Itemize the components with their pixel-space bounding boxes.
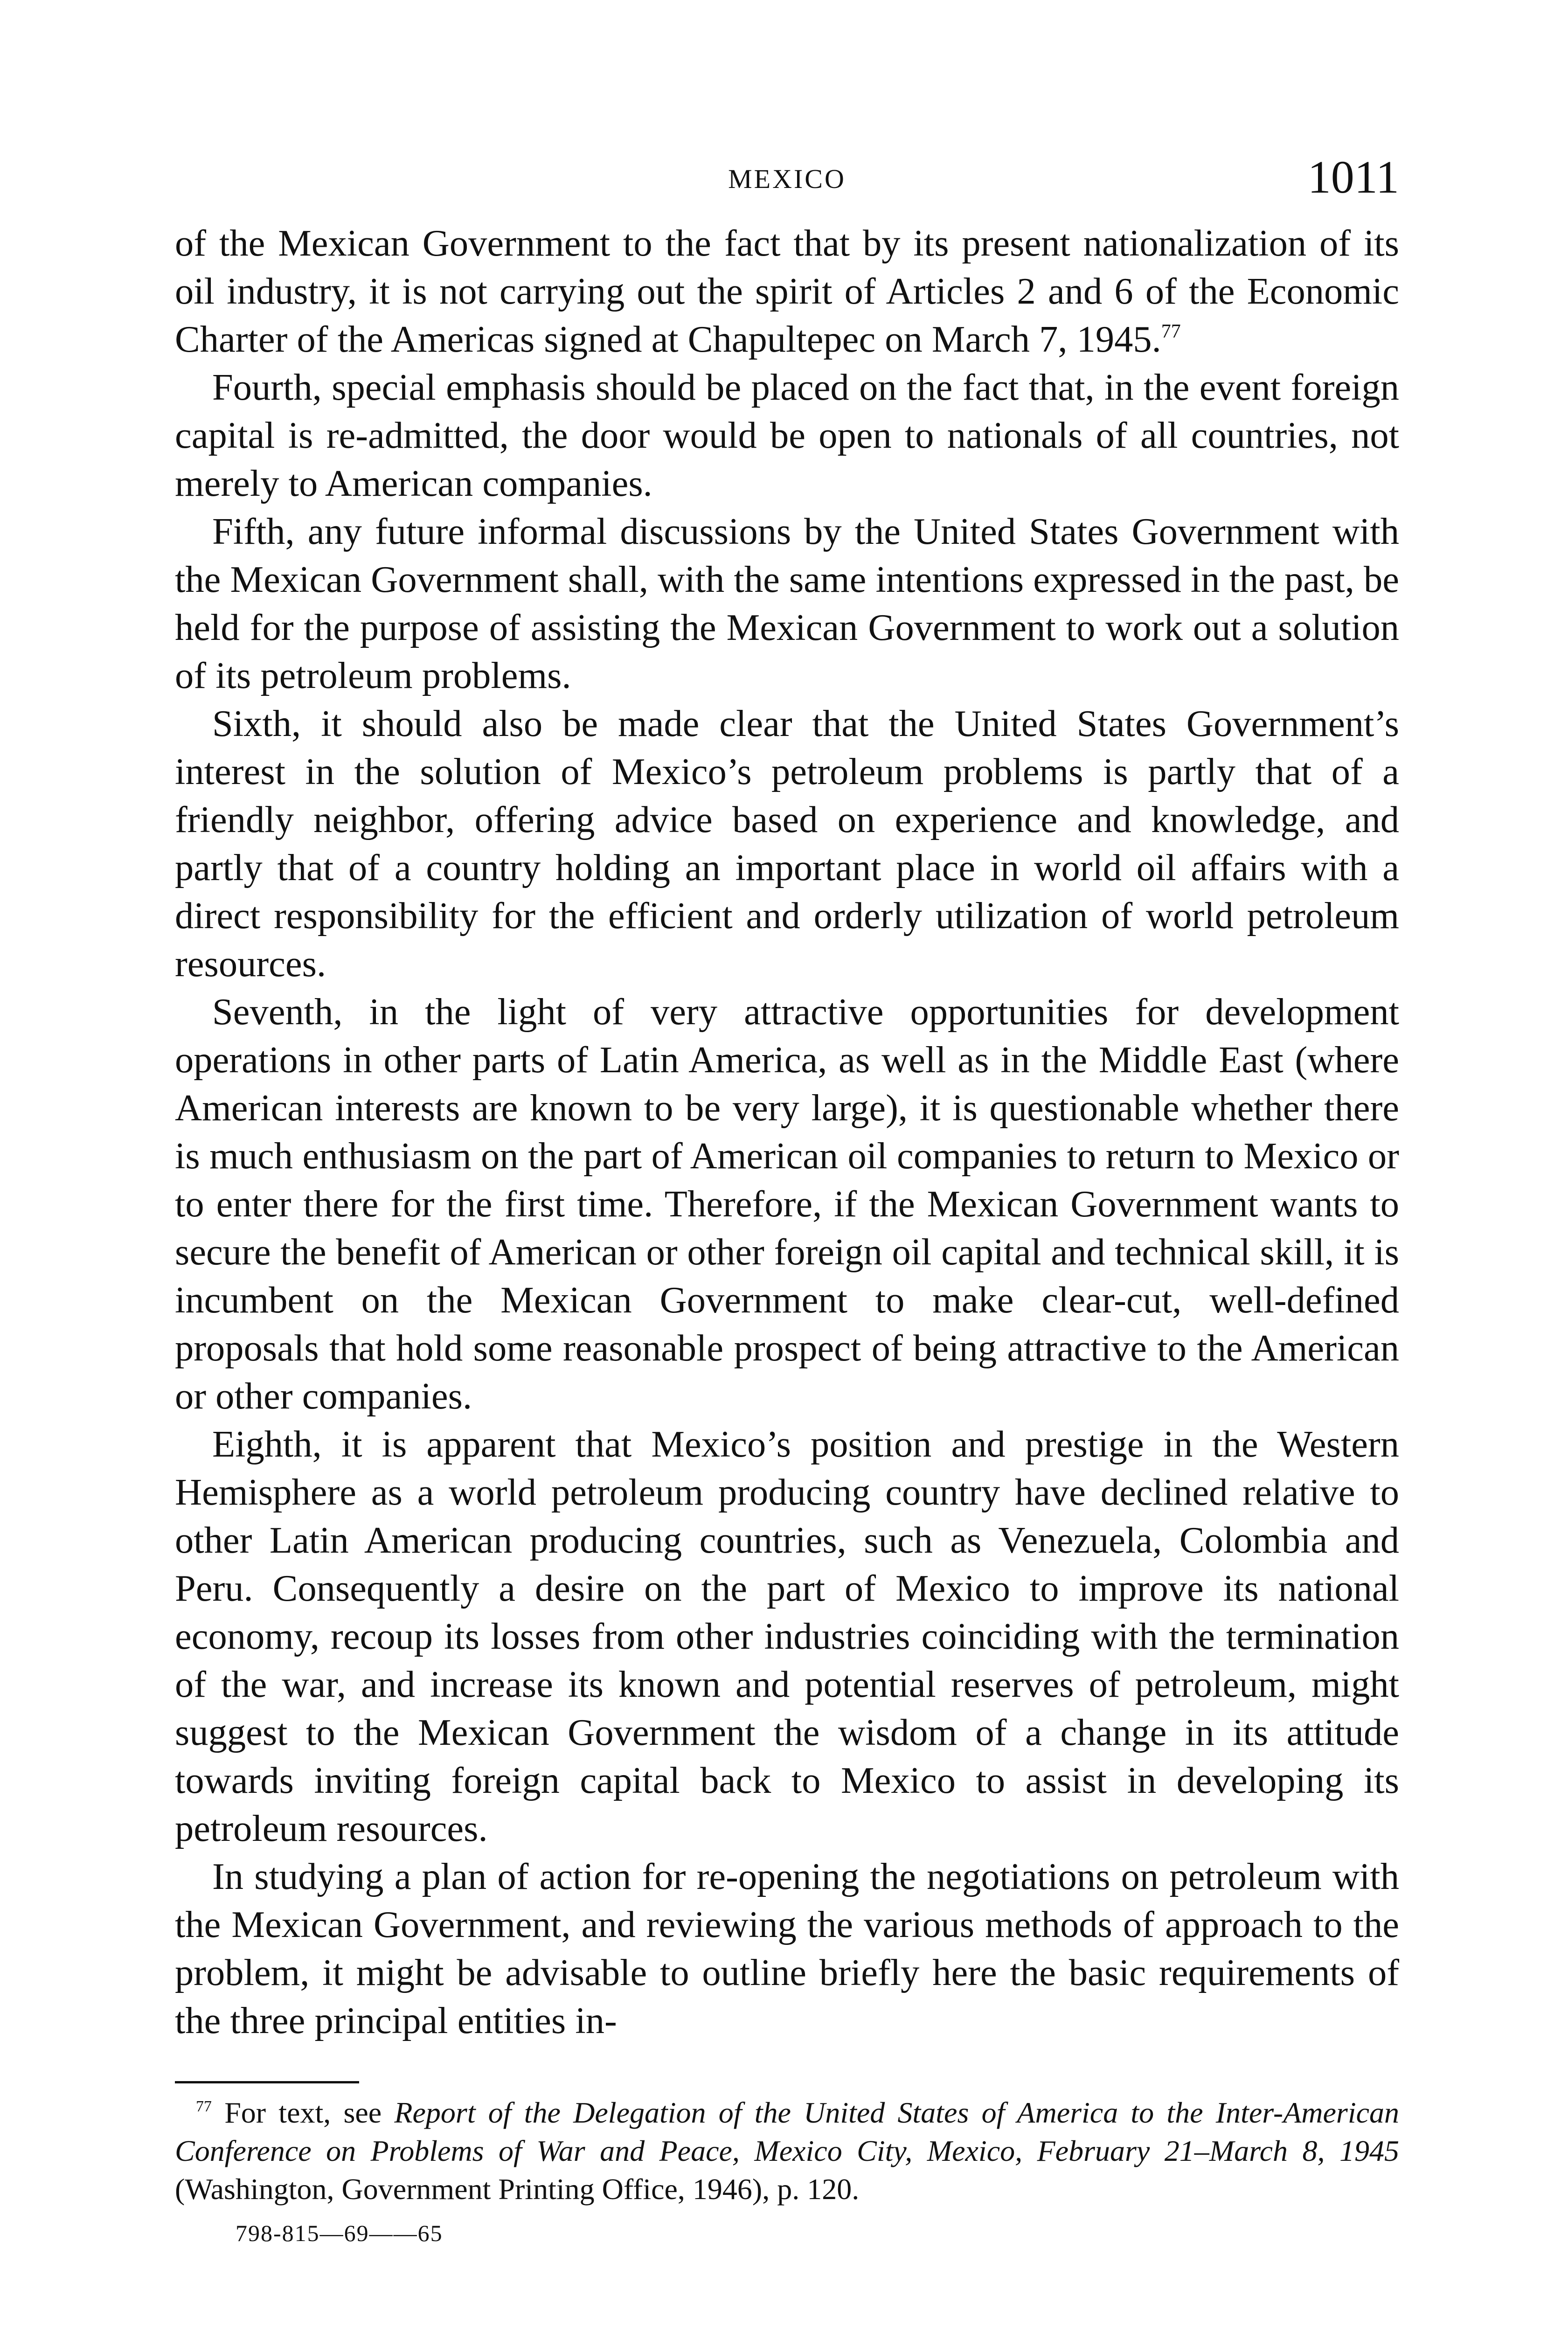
footnote-tail: (Washington, Government Printing Office, 1946), p. 120.: [175, 2172, 860, 2206]
paragraph-eighth: Eighth, it is apparent that Mexico’s position and prestige in the Western Hemisphere as a world petroleum producing country have declined relative to other Latin American producing countries, such as Venezuela, Colombia and Peru. Consequently a desire on the part of Mexico to improve its national economy, recoup its losses from other industries coinciding with the termination of the war, and increase its known and potential reserves of petroleum, might suggest to the Mexican Government the wisdom of a change in its attitude towards inviting foreign capital back to Mexico to assist in developing its petroleum resources.: [175, 1423, 1399, 1849]
footnote-number: 77: [196, 2098, 212, 2115]
running-title: MEXICO: [728, 164, 846, 194]
page-number: 1011: [1307, 151, 1399, 203]
paragraph-text: of the Mexican Government to the fact that by its present nationalization of its oil industry, it is not carrying out the spirit of Articles 2 and 6 of the Economic Charter of the Americas signed at Chapultepec on March 7, 1945.: [175, 222, 1399, 360]
paragraph-continued: [175, 219, 1399, 363]
body-text: [175, 219, 1399, 2045]
footnote-divider: [175, 2081, 359, 2083]
footnote-reference[interactable]: 77: [1161, 321, 1181, 342]
paragraph-plan-of-action: In studying a plan of action for re-opening the negotiations on petroleum with the Mexican Government, and reviewing the various methods of approach to the problem, it might be advisable to outline briefly here the basic requirements of the three principal entities in-: [175, 1856, 1399, 2041]
paragraph-sixth: Sixth, it should also be made clear that the United States Government’s interest in the solution of Mexico’s petroleum problems is partly that of a friendly neighbor, offering advice based on experience and knowledge, and partly that of a country holding an important place in world oil affairs with a direct responsibility for the efficient and orderly utilization of world petroleum resources.: [175, 703, 1399, 985]
paragraph-fifth: Fifth, any future informal discussions by the United States Government with the Mexican Government shall, with the same intentions expressed in the past, be held for the purpose of assisting the Mexican Government to work out a solution of its petroleum problems.: [175, 511, 1399, 696]
footnote-title: Report of the Delegation of the United States of America to the Inter-American Conference on Problems of War and Peace, Mexico City, Mexico, February 21–March 8, 1945: [175, 2096, 1400, 2167]
document-page: [175, 151, 1400, 2247]
footnote-77: [175, 2094, 1399, 2208]
print-code: 798-815—69——65: [236, 2220, 443, 2246]
paragraph-seventh: Seventh, in the light of very attractive opportunities for development operations in other parts of Latin America, as well as in the Middle East (where American interests are known to be very large), it is questionable whether there is much enthusiasm on the part of American oil companies to return to Mexico or to enter there for the first time. Therefore, if the Mexican Government wants to secure the benefit of American or other foreign oil capital and technical skill, it is incumbent on the Mexican Government to make clear-cut, well-defined proposals that hold some reasonable prospect of being attractive to the American or other companies.: [175, 991, 1399, 1417]
paragraph-fourth: Fourth, special emphasis should be placed on the fact that, in the event foreign capital is re-admitted, the door would be open to nationals of all countries, not merely to American companies.: [175, 367, 1399, 504]
footnote-lead: For text, see: [224, 2096, 395, 2129]
running-head: [175, 151, 1399, 219]
footnotes: [175, 2094, 1399, 2208]
